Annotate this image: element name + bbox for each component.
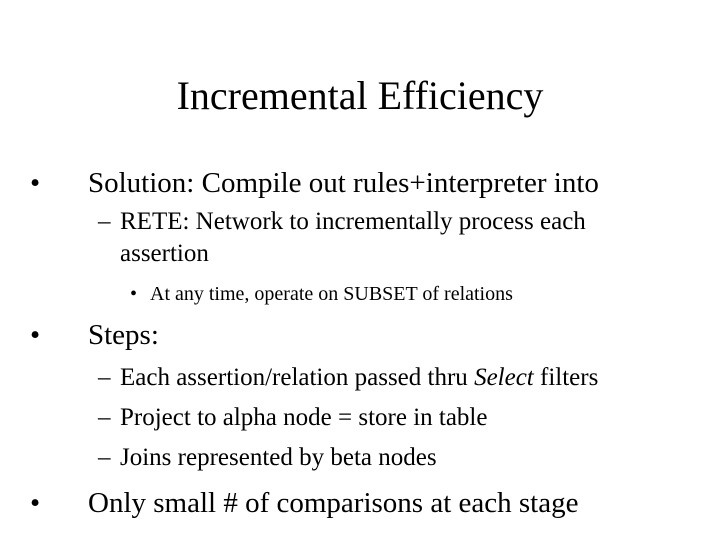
dash-marker: – [98, 364, 111, 391]
sub-bullet-rete [98, 206, 698, 270]
bullet-marker: • [30, 167, 41, 199]
sub-bullet-text-line1: RETE: Network to incrementally process each [120, 208, 586, 235]
dash-marker: – [98, 208, 111, 235]
bullet-text: Only small # of comparisons at each stage [88, 487, 579, 519]
sub-bullet-text-line2: assertion [120, 240, 209, 267]
dash-marker: – [98, 444, 111, 471]
dash-marker: – [98, 404, 111, 431]
bullet-marker: • [30, 319, 41, 351]
bullet-steps [30, 318, 710, 352]
bullet-text: Steps: [88, 319, 159, 351]
sub-bullet-project [98, 402, 698, 434]
bullet-marker: • [130, 283, 138, 305]
sub-sub-bullet-text: At any time, operate on SUBSET of relations [150, 283, 513, 305]
sub-bullet-joins [98, 442, 698, 474]
slide-title: Incremental Efficiency [176, 73, 544, 118]
sub-bullet-text [120, 362, 598, 394]
sub-bullet-text-before: Each assertion/relation passed thru [120, 364, 475, 391]
bullet-comparisons [30, 486, 710, 520]
sub-bullet-text: Joins represented by beta nodes [120, 444, 437, 471]
bullet-solution [30, 166, 710, 200]
select-emphasis: Select [474, 364, 534, 391]
sub-bullet-select [98, 362, 698, 394]
sub-bullet-text: Project to alpha node = store in table [120, 404, 488, 431]
bullet-marker: • [30, 487, 41, 519]
bullet-text: Solution: Compile out rules+interpreter into [88, 167, 599, 199]
sub-sub-bullet-subset [130, 282, 690, 306]
sub-bullet-text-after: filters [533, 364, 599, 391]
